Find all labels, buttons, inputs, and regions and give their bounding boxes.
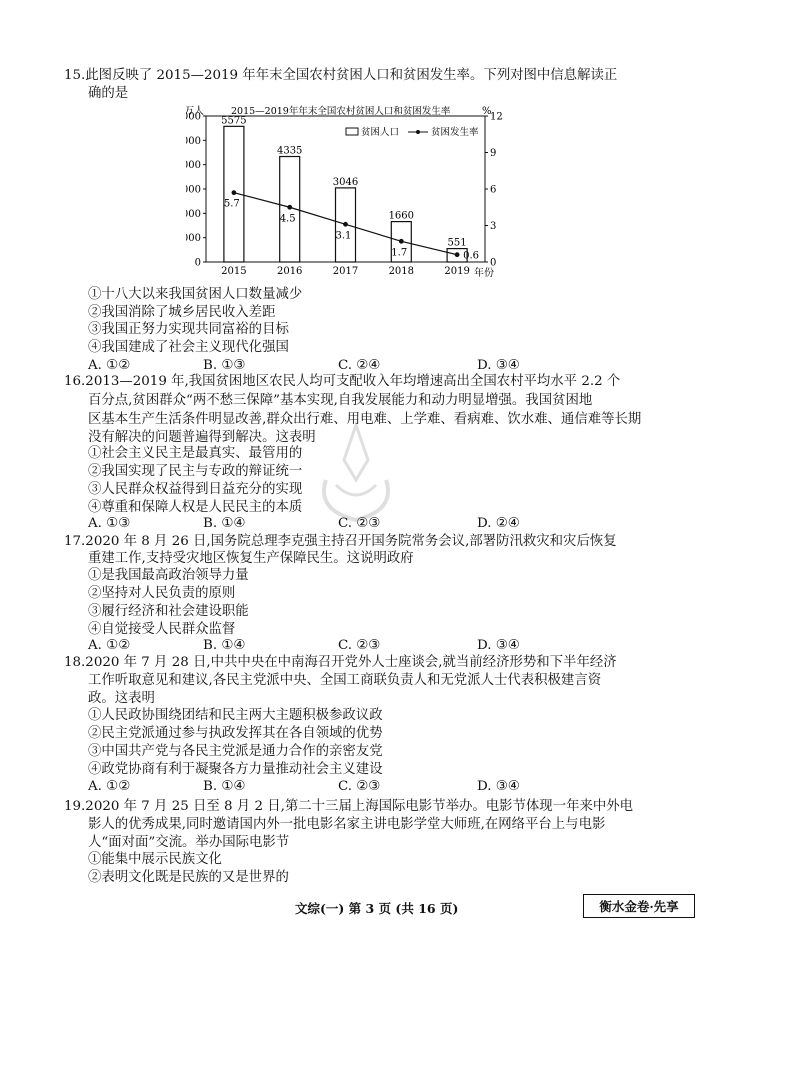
q15-answer-c: C. ②④ [338,358,381,373]
q17-answer-a: A. ①② [88,638,131,653]
q19-stem-line2: 影人的优秀成果,同时邀请国内外一批电影名家主讲电影学堂大师班,在网络平台上与电影 [88,817,606,832]
q16-stem-line3: 区基本生产生活条件明显改善,群众出行难、用电难、上学难、看病难、饮水难、通信难等长期 [88,412,642,427]
q18-answer-d: D. ③④ [477,779,520,794]
q16-option-4: ④尊重和保障人权是人民民主的本质 [88,500,303,515]
q17-stem-line1: 17.2020 年 8 月 26 日,国务院总理李克强主持召开国务院常务会议,部署防汛救灾和灾后恢复 [64,534,617,549]
q16-answer-b: B. ①④ [203,516,246,531]
left-tick-label: 0 [194,257,201,269]
right-tick-label: 12 [490,111,503,123]
q16-option-1: ①社会主义民主是最真实、最管用的 [88,446,303,461]
q17-option-3: ③履行经济和社会建设职能 [88,604,249,619]
q16-option-2: ②我国实现了民主与专政的辩证统一 [88,464,303,479]
q15-option-4: ④我国建成了社会主义现代化强国 [88,340,289,355]
q17-option-4: ④自觉接受人民群众监督 [88,622,236,637]
q17-answer-b: B. ①④ [203,638,246,653]
q18-answer-a: A. ①② [88,779,131,794]
q17-option-2: ②坚持对人民负责的原则 [88,586,236,601]
bar-label-2017: 3046 [332,176,359,188]
chart-title: 2015—2019年年末全国农村贫困人口和贫困发生率 [231,106,451,117]
left-tick-label: 00 [188,184,201,196]
left-tick-label: 00 [188,208,201,220]
bar-label-2019: 551 [447,237,467,249]
q18-option-1: ①人民政协围绕团结和民主两大主题积极参政议政 [88,708,383,723]
q18-answer-b: B. ①④ [203,779,246,794]
rate-point-2017 [343,222,348,227]
rate-label-2019: 0.6 [463,250,480,262]
q16-option-3: ③人民群众权益得到日益充分的实现 [88,482,303,497]
left-tick-label: 00 [188,233,201,245]
q18-option-4: ④政党协商有利于凝聚各方力量推动社会主义建设 [88,762,383,777]
left-axis-unit: 万人 [186,106,204,117]
x-tick-label-2019: 2019 [444,266,470,277]
poverty-chart [186,104,506,282]
q16-answer-d: D. ②④ [477,516,520,531]
rate-label-2017: 3.1 [335,230,352,242]
q15-stem-line1: 15.此图反映了 2015—2019 年年末全国农村贫困人口和贫困发生率。下列对图中信息解读正 [64,68,618,83]
left-tick-label: 00 [188,135,201,147]
right-tick-label: 9 [490,148,497,159]
right-tick-label: 6 [490,184,497,196]
legend-line-marker [416,130,420,134]
q18-answer-c: C. ②③ [338,779,381,794]
q15-option-1: ①十八大以来我国贫困人口数量减少 [88,287,303,302]
rate-point-2015 [232,190,237,195]
q17-answer-d: D. ③④ [477,638,520,653]
x-tick-label-2015: 2015 [221,266,247,277]
q17-answer-c: C. ②③ [338,638,381,653]
left-tick-label: 00 [188,111,201,123]
q16-answer-a: A. ①③ [88,516,131,531]
rate-label-2018: 1.7 [391,247,408,259]
page-footer: 文综(一) 第 3 页 (共 16 页) [295,901,459,916]
q17-option-1: ①是我国最高政治领导力量 [88,568,249,583]
q18-stem-line3: 政。这表明 [88,691,155,706]
brand-box: 衡水金卷·先享 [583,894,695,918]
x-tick-label-2018: 2018 [388,266,415,277]
q16-stem-line4: 没有解决的问题普遍得到解决。这表明 [88,430,316,445]
right-tick-label: 3 [490,221,497,232]
bar-label-2015: 5575 [221,115,247,127]
x-axis-unit: 年份 [474,268,494,279]
q19-option-1: ①能集中展示民族文化 [88,852,222,867]
q15-answer-b: B. ①③ [203,358,246,373]
q18-stem-line1: 18.2020 年 7 月 28 日,中共中央在中南海召开党外人士座谈会,就当前经济形势和下半年经济 [64,655,617,670]
legend-bar-swatch [346,128,358,135]
q18-stem-line2: 工作听取意见和建议,各民主党派中央、全国工商联负责人和无党派人士代表积极建言资 [88,673,602,688]
right-axis-unit: % [482,106,492,117]
q15-stem-line2: 确的是 [88,86,129,101]
q19-stem-line1: 19.2020 年 7 月 25 日至 8 月 2 日,第二十三届上海国际电影节举办。电影节体现一年来中外电 [64,799,634,814]
rate-point-2018 [399,239,404,244]
q15-option-2: ②我国消除了城乡居民收入差距 [88,305,276,320]
q16-answer-c: C. ②③ [338,516,381,531]
chart-svg [186,104,506,282]
x-tick-label-2016: 2016 [276,266,303,277]
chart-legend [346,126,479,138]
legend-bar-label: 贫困人口 [361,127,400,138]
q16-stem-line2: 百分点,贫困群众“两不愁三保障”基本实现,自我发展能力和动力明显增强。我国贫困地 [88,393,593,408]
q19-stem-line3: 人“面对面”交流。举办国际电影节 [88,835,290,850]
rate-label-2015: 5.7 [223,198,240,210]
q15-answer-d: D. ③④ [477,358,520,373]
bar-label-2018: 1660 [388,210,415,222]
rate-point-2019 [455,252,460,257]
q19-option-2: ②表明文化既是民族的又是世界的 [88,870,289,885]
right-tick-label: 0 [490,257,497,269]
bar-label-2016: 4335 [276,145,303,157]
q17-stem-line2: 重建工作,支持受灾地区恢复生产保障民生。这说明政府 [88,551,414,566]
rate-point-2016 [287,205,292,210]
x-tick-label-2017: 2017 [332,266,359,277]
q18-option-2: ②民主党派通过参与执政发挥其在各自领域的优势 [88,726,383,741]
legend-line-label: 贫困发生率 [431,127,479,138]
q15-answer-a: A. ①② [88,358,131,373]
q18-option-3: ③中国共产党与各民主党派是通力合作的亲密友党 [88,744,383,759]
watermark-emblem [306,420,406,530]
left-tick-label: 00 [188,160,201,172]
rate-label-2016: 4.5 [279,213,296,225]
q16-stem-line1: 16.2013—2019 年,我国贫困地区农民人均可支配收入年均增速高出全国农村平均水平 2.2 个 [64,374,621,389]
q15-option-3: ③我国正努力实现共同富裕的目标 [88,322,289,337]
